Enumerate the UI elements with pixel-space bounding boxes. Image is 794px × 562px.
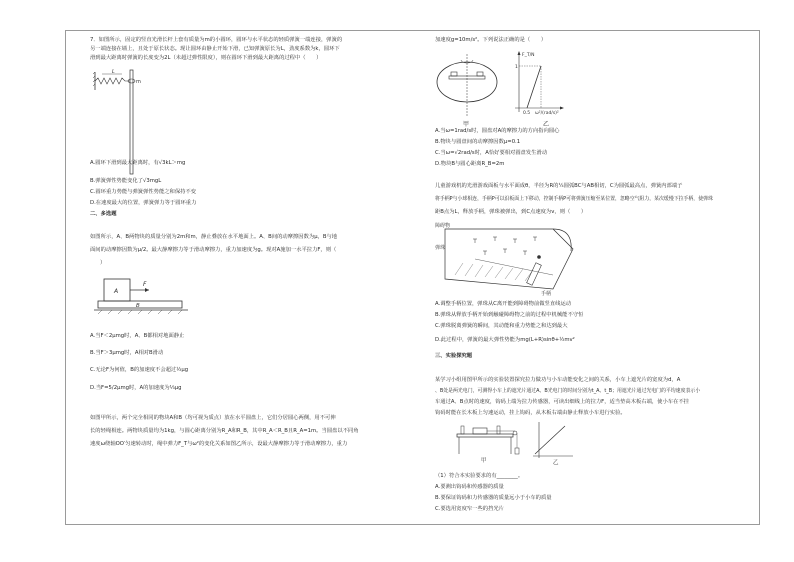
q7-line1: 7．如图所示，固定的竖直光滑长杆上套有质量为m的小圆环，圆环与水平状态的轻质弹簧一端连接，弹簧的 [90, 37, 343, 43]
q8-line3: ） [100, 260, 106, 266]
q8-line1: 如图所示，A、B两物块的质量分别为2m和m，静止叠放在水平地面上。A、B间的动摩擦因数为μ，B与地 [90, 234, 338, 240]
q9-option-d: D.物块B与圆心距离R_B=2m [435, 161, 505, 167]
q11-blank-prompt: （1）符合本实验要求的有________。 [435, 473, 524, 479]
left-column [90, 36, 408, 506]
q7-fig-label-m: m [136, 79, 141, 85]
q8-blocks-figure [94, 273, 190, 319]
q9-option-b: B.物块与圆盘间的动摩擦因数μ=0.1 [435, 139, 521, 145]
q11-apparatus-figure [453, 418, 583, 466]
q9-line3: 速度ω绕轴OO′匀速转动时，绳中弹力F_T与ω²的变化关系如图乙所示，设最大静摩擦力等于滑动摩擦力，重力 [90, 441, 348, 447]
q7-line2: 另一端连接在墙上，且处于原长状态。现让圆环由静止开始下滑，已知弹簧原长为L，劲度系数为k，圆环下 [90, 46, 340, 52]
q10-option-a: A.调整手柄位置，弹珠从C离开能到障碍物前做竖直线运动 [435, 301, 572, 307]
q9-line2: 长的轻绳相连。两物块质量均为1kg，与圆心距离分别为R_A和R_B，其中R_A＜R_B且R_A=1m。当圆盘以不同角 [90, 428, 359, 434]
q9-option-c: C.当ω=√2rad/s时，A恰好要相对圆盘发生滑动 [435, 150, 548, 156]
q11-option-b: B.要保证钩码和力传感器的质量远小于小车的质量 [435, 495, 552, 501]
q10-option-b: B.弹珠从释放手柄开始到触碰障碍物之前的过程中机械能不守恒 [435, 312, 584, 318]
q11-line4: 钩码时能在长木板上匀速运动，挂上钩码，从木板右端由静止释放小车进行实验。 [435, 410, 626, 416]
q9-fig-label-jia: 甲 [463, 121, 470, 128]
q8-fig-label-B: B [136, 303, 140, 309]
q11-option-c: C.要选用宽度窄一些的挡光片 [435, 506, 504, 512]
q7-fig-label-L: L [112, 69, 115, 75]
q9-line1: 如图甲所示，两个完全相同的物块A和B（均可视为质点）放在水平圆盘上，它们分居圆心两侧，用不可伸 [90, 415, 336, 421]
q10-option-d: D.此过程中，弹簧的最大弹性势能为mg(L+R)sinθ+½mv² [435, 337, 575, 343]
q8-option-a: A.当F＜2μmg时，A、B都相对地面静止 [90, 333, 185, 339]
q11-fig-label-yi: 乙 [553, 460, 559, 466]
q11-fig-label-jia: 甲 [481, 458, 487, 464]
q9-option-a: A.当ω=1rad/s时，圆盘对A的摩擦力的方向指向圆心 [435, 128, 560, 134]
q9-fig-tick-0-5: 0.5 [523, 111, 531, 116]
q11-option-a: A.要测出钩码和传感器的质量 [435, 484, 504, 490]
q7-option-d: D.在速度最大的位置，弹簧弹力等于圆环重力 [90, 200, 197, 206]
q10-line2: 将手柄P与小球相连，手柄P可以沿板面上下移动，控制手柄P可将弹簧压缩至某位置，忽略空气阻力，某次缓慢下拉手柄，使弹珠 [435, 196, 713, 202]
q9-cont-line1: 加速度g=10m/s²。下列说法正确的是（ ） [435, 37, 547, 43]
q8-option-b: B.当F＞3μmg时，A相对B滑动 [90, 350, 164, 356]
q10-fig-label-handle: 手柄 [541, 291, 552, 297]
q10-fig-label-obstacle: 障碍物 [435, 223, 451, 229]
q11-line2: 、B处是两光电门，可测得小车上的遮光片通过A、B光电门的时间分别为t_A、t_B；用遮光片通过光电门的平均速度表示小 [435, 388, 701, 394]
q7-line3: 滑到最大距离时弹簧的长度变为2L（未超过弹性限度），则在圆环下滑到最大距离的过程中（ ） [90, 55, 322, 61]
q9-fig-axis-label: ω²/(rad/s)² [535, 111, 559, 116]
section-multiple-choice: 二、多选题 [90, 211, 117, 217]
q11-line1: 某学习小组用图甲所示的实验装置探究拉力做功与小车动能变化之间的关系，小车上遮光片的宽度为d，A [435, 377, 681, 383]
q8-option-d: D.当F=5/2μmg时，A的加速度为⅓μg [90, 385, 182, 391]
right-column [435, 36, 753, 516]
q8-line2: 面间的动摩擦因数为μ/2。最大静摩擦力等于滑动摩擦力，重力加速度为g。现对A施加一水平拉力F，则（ [90, 247, 337, 253]
q9-fig-tick-1: 1 [515, 65, 518, 70]
q8-option-c: C.无论F为何值，B的加速度不会超过½μg [90, 367, 189, 373]
q9-disk-figure [435, 48, 595, 128]
q10-pinball-figure [435, 219, 585, 297]
section-experiment: 三、实验探究题 [435, 353, 473, 359]
q9-fig-label-ft: F_T/N [522, 53, 535, 58]
q8-fig-label-A: A [114, 288, 119, 295]
q10-fig-label-ball: 弹珠 [435, 245, 446, 251]
q9-fig-label-yi: 乙 [543, 121, 550, 128]
q8-fig-label-F: F [143, 281, 147, 288]
q10-option-c: C.弹珠脱离弹簧的瞬间，其动能和重力势能之和达到最大 [435, 323, 568, 329]
q7-option-b: B.弹簧弹性势能变化了√3mgL [90, 178, 162, 184]
q10-line1: 儿童游戏机的光滑游戏面板与水平面成θ，半径为R的¼圆弧BC与AB相切，C为圆弧最高点，弹簧内部端子 [435, 183, 683, 189]
q10-line3: 距B点为L，释放手柄，弹珠被弹出，到C点速度为v，则（ ） [435, 209, 587, 215]
q7-option-a: A.圆环下滑到最大距离时，有√3kL＞mg [90, 160, 186, 166]
q11-line3: 车通过A、B点时的速度，钩码上端为拉力传感器，可读出细线上的拉力F，适当垫高木板右端，使小车在不挂 [435, 399, 689, 405]
q7-option-c: C.圆环重力势能与弹簧弹性势能之和保持不变 [90, 189, 197, 195]
